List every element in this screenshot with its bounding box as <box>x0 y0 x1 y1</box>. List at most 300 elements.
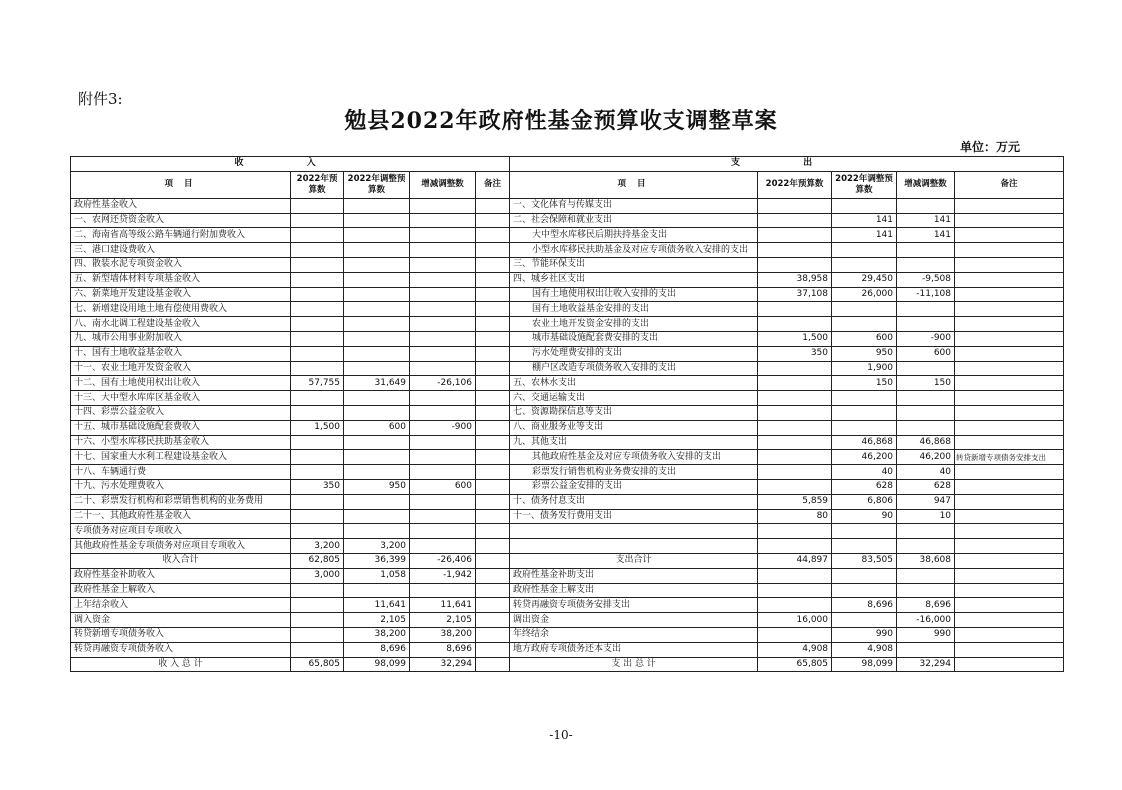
income-adjusted-cell <box>344 243 410 258</box>
expense-change-cell <box>897 642 955 657</box>
income-budget-cell <box>291 627 344 642</box>
income-budget-cell <box>291 243 344 258</box>
expense-budget-cell <box>758 479 832 494</box>
income-note-cell <box>476 405 510 420</box>
expense-item-cell: 小型水库移民扶助基金及对应专项债务收入安排的支出 <box>510 243 758 258</box>
income-change-cell <box>410 287 476 302</box>
income-adjusted-cell <box>344 494 410 509</box>
income-adjusted-cell <box>344 509 410 524</box>
income-adjusted-cell <box>344 391 410 406</box>
income-budget-cell <box>291 346 344 361</box>
income-budget-cell <box>291 287 344 302</box>
income-adjusted-cell <box>344 405 410 420</box>
income-budget-cell <box>291 465 344 480</box>
income-note-cell <box>476 450 510 465</box>
income-adjusted-cell: 600 <box>344 420 410 435</box>
expense-change-cell <box>897 539 955 554</box>
expense-note-cell <box>955 405 1064 420</box>
income-change-cell <box>410 361 476 376</box>
expense-budget-cell: 38,958 <box>758 272 832 287</box>
expense-budget-cell <box>758 376 832 391</box>
income-adjusted-cell <box>344 287 410 302</box>
income-change-cell: -26,106 <box>410 376 476 391</box>
expense-adjusted-cell: 600 <box>832 331 897 346</box>
expense-change-cell: 10 <box>897 509 955 524</box>
income-adjusted-cell <box>344 213 410 228</box>
income-change-cell <box>410 465 476 480</box>
expense-item-cell: 六、交通运输支出 <box>510 391 758 406</box>
income-change-cell: 38,200 <box>410 627 476 642</box>
expense-budget-cell <box>758 598 832 613</box>
income-budget-header: 2022年预算数 <box>291 171 344 198</box>
income-item-cell: 十二、国有土地使用权出让收入 <box>71 376 291 391</box>
income-adjusted-cell: 8,696 <box>344 642 410 657</box>
expense-item-cell: 十一、债务发行费用支出 <box>510 509 758 524</box>
table-row <box>71 539 1064 554</box>
expense-budget-cell <box>758 627 832 642</box>
expense-item-cell: 棚户区改造专项债务收入安排的支出 <box>510 361 758 376</box>
expense-budget-cell <box>758 198 832 213</box>
expense-change-cell <box>897 257 955 272</box>
expense-change-cell <box>897 524 955 539</box>
table-row <box>71 509 1064 524</box>
income-note-cell <box>476 465 510 480</box>
income-note-cell <box>476 317 510 332</box>
table-row <box>71 553 1064 568</box>
expense-note-cell <box>955 228 1064 243</box>
income-item-cell: 五、新型墙体材料专项基金收入 <box>71 272 291 287</box>
income-change-cell <box>410 317 476 332</box>
expense-note-cell <box>955 524 1064 539</box>
income-note-cell <box>476 391 510 406</box>
expense-note-cell <box>955 465 1064 480</box>
expense-note-cell <box>955 420 1064 435</box>
expense-note-cell <box>955 376 1064 391</box>
expense-adjusted-cell: 29,450 <box>832 272 897 287</box>
expense-change-cell: 38,608 <box>897 553 955 568</box>
income-note-cell <box>476 198 510 213</box>
income-note-cell <box>476 627 510 642</box>
income-budget-cell <box>291 450 344 465</box>
expense-note-cell <box>955 257 1064 272</box>
income-adjusted-cell <box>344 302 410 317</box>
table-row <box>71 450 1064 465</box>
income-change-cell <box>410 391 476 406</box>
expense-adjusted-cell <box>832 317 897 332</box>
income-item-cell: 政府性基金补助收入 <box>71 568 291 583</box>
expense-adjusted-cell: 83,505 <box>832 553 897 568</box>
income-item-cell: 转贷新增专项债务收入 <box>71 627 291 642</box>
income-change-cell <box>410 494 476 509</box>
table-row <box>71 346 1064 361</box>
income-change-header: 增减调整数 <box>410 171 476 198</box>
income-change-cell <box>410 509 476 524</box>
income-note-cell <box>476 213 510 228</box>
income-change-cell <box>410 228 476 243</box>
income-adjusted-cell <box>344 257 410 272</box>
expense-change-cell: 46,200 <box>897 450 955 465</box>
income-budget-cell <box>291 257 344 272</box>
income-budget-cell <box>291 494 344 509</box>
expense-change-cell: 150 <box>897 376 955 391</box>
income-item-cell: 转贷再融资专项债务收入 <box>71 642 291 657</box>
income-adjusted-cell <box>344 272 410 287</box>
expense-adjusted-cell <box>832 405 897 420</box>
expense-item-cell: 七、资源勘探信息等支出 <box>510 405 758 420</box>
expense-item-header: 项 目 <box>510 171 758 198</box>
income-note-cell <box>476 287 510 302</box>
income-note-cell <box>476 257 510 272</box>
expense-note-cell <box>955 479 1064 494</box>
income-note-cell <box>476 613 510 628</box>
expense-group-header: 支 出 <box>510 157 1064 172</box>
income-adjusted-cell: 1,058 <box>344 568 410 583</box>
income-note-cell <box>476 642 510 657</box>
income-change-cell <box>410 213 476 228</box>
income-change-cell <box>410 243 476 258</box>
expense-adjusted-cell: 6,806 <box>832 494 897 509</box>
expense-change-cell: 8,696 <box>897 598 955 613</box>
income-item-cell: 十三、大中型水库库区基金收入 <box>71 391 291 406</box>
expense-note-cell <box>955 361 1064 376</box>
income-item-cell: 十四、彩票公益金收入 <box>71 405 291 420</box>
income-budget-cell <box>291 198 344 213</box>
expense-budget-header: 2022年预算数 <box>758 171 832 198</box>
expense-item-cell: 年终结余 <box>510 627 758 642</box>
expense-note-header: 备注 <box>955 171 1064 198</box>
income-budget-cell: 65,805 <box>291 657 344 672</box>
table-row <box>71 405 1064 420</box>
income-group-header: 收 入 <box>71 157 510 172</box>
expense-budget-cell <box>758 228 832 243</box>
expense-item-cell: 城市基础设施配套费安排的支出 <box>510 331 758 346</box>
income-item-cell: 十七、国家重大水利工程建设基金收入 <box>71 450 291 465</box>
income-adjusted-cell: 950 <box>344 479 410 494</box>
expense-adjusted-cell: 990 <box>832 627 897 642</box>
income-adjusted-cell: 11,641 <box>344 598 410 613</box>
expense-change-cell: 141 <box>897 228 955 243</box>
income-change-cell <box>410 524 476 539</box>
income-item-cell: 七、新增建设用地土地有偿使用费收入 <box>71 302 291 317</box>
expense-item-cell: 支出合计 <box>510 553 758 568</box>
income-note-cell <box>476 509 510 524</box>
expense-note-cell <box>955 302 1064 317</box>
expense-note-cell <box>955 568 1064 583</box>
table-row <box>71 465 1064 480</box>
income-change-cell: 11,641 <box>410 598 476 613</box>
income-budget-cell: 3,000 <box>291 568 344 583</box>
expense-note-cell <box>955 346 1064 361</box>
table-row <box>71 657 1064 672</box>
expense-adjusted-cell <box>832 257 897 272</box>
expense-budget-cell <box>758 243 832 258</box>
income-item-cell: 六、新菜地开发建设基金收入 <box>71 287 291 302</box>
income-note-cell <box>476 376 510 391</box>
income-item-cell: 政府性基金收入 <box>71 198 291 213</box>
expense-budget-cell <box>758 317 832 332</box>
income-item-cell: 二、海南省高等级公路车辆通行附加费收入 <box>71 228 291 243</box>
table-row <box>71 302 1064 317</box>
expense-item-cell: 支 出 总 计 <box>510 657 758 672</box>
expense-change-cell <box>897 405 955 420</box>
income-adjusted-cell <box>344 361 410 376</box>
expense-item-cell: 八、商业服务业等支出 <box>510 420 758 435</box>
income-note-cell <box>476 435 510 450</box>
expense-adjusted-cell <box>832 613 897 628</box>
expense-adjusted-cell <box>832 539 897 554</box>
income-item-cell: 上年结余收入 <box>71 598 291 613</box>
income-note-cell <box>476 494 510 509</box>
group-header-row <box>71 157 1064 172</box>
expense-budget-cell <box>758 302 832 317</box>
expense-change-cell: -16,000 <box>897 613 955 628</box>
budget-table <box>70 156 1064 672</box>
expense-budget-cell <box>758 361 832 376</box>
income-change-cell <box>410 302 476 317</box>
income-adjusted-cell: 3,200 <box>344 539 410 554</box>
expense-note-cell <box>955 198 1064 213</box>
expense-adjusted-header: 2022年调整预算数 <box>832 171 897 198</box>
expense-budget-cell <box>758 539 832 554</box>
expense-adjusted-cell <box>832 243 897 258</box>
table-row <box>71 317 1064 332</box>
expense-note-cell <box>955 435 1064 450</box>
income-item-cell: 四、散装水泥专项资金收入 <box>71 257 291 272</box>
income-change-cell: -1,942 <box>410 568 476 583</box>
expense-note-cell <box>955 243 1064 258</box>
expense-adjusted-cell <box>832 524 897 539</box>
income-adjusted-cell <box>344 198 410 213</box>
expense-item-cell: 地方政府专项债务还本支出 <box>510 642 758 657</box>
income-item-cell: 收 入 总 计 <box>71 657 291 672</box>
income-note-cell <box>476 361 510 376</box>
expense-item-cell: 大中型水库移民后期扶持基金支出 <box>510 228 758 243</box>
income-item-cell: 一、农网还贷资金收入 <box>71 213 291 228</box>
income-budget-cell <box>291 613 344 628</box>
income-budget-cell <box>291 583 344 598</box>
expense-change-cell: -900 <box>897 331 955 346</box>
expense-note-cell: 转贷新增专项债务安排支出 <box>955 450 1064 465</box>
table-row <box>71 613 1064 628</box>
income-adjusted-cell: 98,099 <box>344 657 410 672</box>
expense-item-cell: 政府性基金上解支出 <box>510 583 758 598</box>
expense-adjusted-cell <box>832 583 897 598</box>
expense-budget-cell: 1,500 <box>758 331 832 346</box>
expense-item-cell: 国有土地使用权出让收入安排的支出 <box>510 287 758 302</box>
income-item-cell: 三、港口建设费收入 <box>71 243 291 258</box>
expense-adjusted-cell: 8,696 <box>832 598 897 613</box>
expense-adjusted-cell <box>832 198 897 213</box>
income-budget-cell <box>291 331 344 346</box>
table-row <box>71 228 1064 243</box>
income-budget-cell: 1,500 <box>291 420 344 435</box>
expense-adjusted-cell: 141 <box>832 213 897 228</box>
table-row <box>71 331 1064 346</box>
income-note-cell <box>476 346 510 361</box>
income-note-cell <box>476 272 510 287</box>
income-budget-cell <box>291 405 344 420</box>
expense-note-cell <box>955 539 1064 554</box>
expense-budget-cell <box>758 391 832 406</box>
income-budget-cell <box>291 435 344 450</box>
income-adjusted-cell <box>344 450 410 465</box>
income-budget-cell <box>291 361 344 376</box>
expense-change-cell <box>897 420 955 435</box>
income-item-cell: 二十、彩票发行机构和彩票销售机构的业务费用 <box>71 494 291 509</box>
income-item-cell: 十六、小型水库移民扶助基金收入 <box>71 435 291 450</box>
table-row <box>71 287 1064 302</box>
table-row <box>71 198 1064 213</box>
income-item-cell: 其他政府性基金专项债务对应项目专项收入 <box>71 539 291 554</box>
income-note-cell <box>476 598 510 613</box>
income-note-cell <box>476 539 510 554</box>
expense-adjusted-cell <box>832 391 897 406</box>
income-adjusted-cell <box>344 524 410 539</box>
expense-change-cell: -9,508 <box>897 272 955 287</box>
expense-note-cell <box>955 272 1064 287</box>
income-note-cell <box>476 583 510 598</box>
expense-note-cell <box>955 331 1064 346</box>
income-budget-cell <box>291 317 344 332</box>
income-item-cell: 收入合计 <box>71 553 291 568</box>
page-number: -10- <box>549 728 573 742</box>
expense-change-cell <box>897 317 955 332</box>
income-budget-cell: 3,200 <box>291 539 344 554</box>
income-budget-cell: 62,805 <box>291 553 344 568</box>
expense-item-cell: 彩票公益金安排的支出 <box>510 479 758 494</box>
expense-item-cell: 彩票发行销售机构业务费安排的支出 <box>510 465 758 480</box>
expense-item-cell: 国有土地收益基金安排的支出 <box>510 302 758 317</box>
column-header-row <box>71 171 1064 198</box>
income-note-cell <box>476 302 510 317</box>
table-row <box>71 272 1064 287</box>
income-change-cell <box>410 405 476 420</box>
expense-note-cell <box>955 583 1064 598</box>
expense-budget-cell: 350 <box>758 346 832 361</box>
expense-change-cell <box>897 568 955 583</box>
table-row <box>71 568 1064 583</box>
expense-item-cell <box>510 539 758 554</box>
expense-note-cell <box>955 613 1064 628</box>
expense-change-cell: 46,868 <box>897 435 955 450</box>
income-budget-cell <box>291 598 344 613</box>
expense-budget-cell <box>758 583 832 598</box>
expense-budget-cell: 4,908 <box>758 642 832 657</box>
income-adjusted-cell <box>344 317 410 332</box>
income-adjusted-cell: 36,399 <box>344 553 410 568</box>
expense-budget-cell <box>758 435 832 450</box>
expense-item-cell: 其他政府性基金及对应专项债务收入安排的支出 <box>510 450 758 465</box>
income-change-cell <box>410 198 476 213</box>
expense-note-cell <box>955 657 1064 672</box>
income-budget-cell <box>291 509 344 524</box>
income-budget-cell <box>291 228 344 243</box>
income-change-cell: -26,406 <box>410 553 476 568</box>
expense-item-cell <box>510 524 758 539</box>
table-row <box>71 361 1064 376</box>
income-change-cell <box>410 435 476 450</box>
unit-label: 单位：万元 <box>960 140 1021 154</box>
expense-item-cell: 二、社会保障和就业支出 <box>510 213 758 228</box>
table-row <box>71 243 1064 258</box>
income-change-cell <box>410 539 476 554</box>
expense-item-cell: 政府性基金补助支出 <box>510 568 758 583</box>
income-adjusted-header: 2022年调整预算数 <box>344 171 410 198</box>
expense-change-cell: -11,108 <box>897 287 955 302</box>
expense-note-cell <box>955 598 1064 613</box>
income-change-cell: 600 <box>410 479 476 494</box>
income-note-cell <box>476 243 510 258</box>
expense-note-cell <box>955 627 1064 642</box>
income-adjusted-cell <box>344 346 410 361</box>
income-change-cell <box>410 583 476 598</box>
income-item-cell: 十、国有土地收益基金收入 <box>71 346 291 361</box>
expense-budget-cell <box>758 257 832 272</box>
expense-budget-cell: 65,805 <box>758 657 832 672</box>
income-note-cell <box>476 568 510 583</box>
expense-change-cell <box>897 391 955 406</box>
expense-budget-cell <box>758 568 832 583</box>
income-note-cell <box>476 524 510 539</box>
page-title: 勉县2022年政府性基金预算收支调整草案 <box>344 108 778 134</box>
income-budget-cell <box>291 524 344 539</box>
expense-item-cell: 调出资金 <box>510 613 758 628</box>
expense-budget-cell: 80 <box>758 509 832 524</box>
expense-item-cell: 五、农林水支出 <box>510 376 758 391</box>
income-budget-cell: 350 <box>291 479 344 494</box>
income-change-cell: 2,105 <box>410 613 476 628</box>
income-adjusted-cell: 31,649 <box>344 376 410 391</box>
income-note-cell <box>476 420 510 435</box>
expense-budget-cell: 5,859 <box>758 494 832 509</box>
expense-budget-cell <box>758 465 832 480</box>
income-budget-cell <box>291 391 344 406</box>
income-change-cell: 8,696 <box>410 642 476 657</box>
income-budget-cell <box>291 642 344 657</box>
expense-budget-cell <box>758 405 832 420</box>
expense-adjusted-cell: 40 <box>832 465 897 480</box>
income-change-cell <box>410 346 476 361</box>
table-row <box>71 642 1064 657</box>
expense-change-cell: 600 <box>897 346 955 361</box>
expense-note-cell <box>955 642 1064 657</box>
table-row <box>71 598 1064 613</box>
expense-item-cell: 十、债务付息支出 <box>510 494 758 509</box>
expense-change-cell <box>897 302 955 317</box>
income-note-cell <box>476 228 510 243</box>
expense-item-cell: 三、节能环保支出 <box>510 257 758 272</box>
table-row <box>71 376 1064 391</box>
expense-note-cell <box>955 553 1064 568</box>
expense-item-cell: 九、其他支出 <box>510 435 758 450</box>
expense-adjusted-cell: 4,908 <box>832 642 897 657</box>
expense-change-cell <box>897 361 955 376</box>
expense-change-cell: 990 <box>897 627 955 642</box>
expense-adjusted-cell: 141 <box>832 228 897 243</box>
income-item-cell: 八、南水北调工程建设基金收入 <box>71 317 291 332</box>
income-change-cell <box>410 331 476 346</box>
expense-item-cell: 农业土地开发资金安排的支出 <box>510 317 758 332</box>
expense-budget-cell <box>758 420 832 435</box>
expense-adjusted-cell <box>832 568 897 583</box>
expense-adjusted-cell: 628 <box>832 479 897 494</box>
expense-note-cell <box>955 509 1064 524</box>
expense-adjusted-cell: 98,099 <box>832 657 897 672</box>
income-note-cell <box>476 553 510 568</box>
income-adjusted-cell: 2,105 <box>344 613 410 628</box>
income-item-header: 项 目 <box>71 171 291 198</box>
expense-change-cell <box>897 243 955 258</box>
